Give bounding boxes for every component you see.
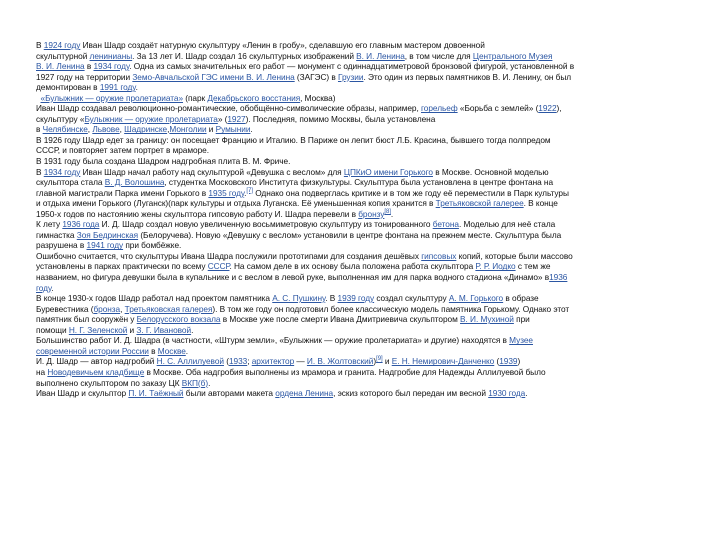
text-line: [36, 72, 700, 83]
text-run: разрушена в: [36, 240, 87, 251]
text-run: . В конце: [523, 198, 558, 209]
text-line: [36, 82, 700, 93]
text-line: [36, 124, 700, 135]
inline-link[interactable]: 1927: [227, 113, 246, 124]
text-run: установлены в парках практически по всему: [36, 261, 208, 272]
inline-link[interactable]: 1934 году: [43, 166, 81, 177]
text-run: .: [250, 124, 253, 135]
text-run: Ошибочно считается, что скульптуры Ивана Шадра послужили прототипами для создания дешёвых: [36, 250, 422, 261]
inline-link[interactable]: ленинианы: [89, 50, 133, 61]
text-run: ). Последняя, помимо Москвы, была установлена: [245, 113, 436, 124]
text-run: .: [525, 388, 528, 399]
inline-link[interactable]: году: [36, 282, 52, 293]
text-run: (ЗАГЭС) в: [294, 71, 338, 82]
text-run: Однако она подверглась критике и в том же году её переместили в Парк культуры: [252, 187, 569, 198]
text-run: скульптора стала: [36, 177, 105, 188]
text-run: ,: [120, 303, 125, 314]
text-line: [36, 93, 700, 104]
inline-link[interactable]: П. И. Таёжный: [128, 388, 184, 399]
inline-link[interactable]: Третьяковской галерее: [435, 198, 524, 209]
inline-link[interactable]: «Булыжник — оружие пролетариата»: [40, 92, 184, 103]
inline-link[interactable]: В. И. Ленина: [36, 61, 85, 72]
footnote-ref[interactable]: [7]: [246, 187, 253, 194]
text-run: при бомбёжке.: [123, 240, 182, 251]
text-run: Большинство работ И. Д. Шадра (в частности, «Штурм земли», «Булыжник — оружие пролетариата» и другие) находятся в: [36, 335, 510, 346]
text-line: [36, 114, 700, 125]
text-run: в образе: [503, 293, 539, 304]
text-line: [36, 103, 700, 114]
text-run: В: [36, 40, 44, 50]
text-run: .: [135, 82, 138, 93]
inline-link[interactable]: 1939 году: [337, 293, 375, 304]
text-run: Буревестника (: [36, 303, 94, 314]
inline-link[interactable]: 1930 года: [488, 388, 526, 399]
footnote-ref[interactable]: [8]: [384, 208, 391, 215]
text-run: . За 13 лет И. Шадр создал 16 скульптурных изображений: [132, 50, 357, 61]
text-run: К лету: [36, 219, 63, 230]
inline-link[interactable]: Н. С. Аллилуевой: [156, 356, 224, 367]
text-line: [36, 283, 700, 294]
text-run: , эскиз которого был передан им весной: [333, 388, 489, 399]
inline-link[interactable]: Земо-Авчальской ГЭС имени В. И. Ленина: [132, 71, 295, 82]
inline-link[interactable]: Центрального Музея: [472, 50, 553, 61]
text-run: помощи: [36, 324, 69, 335]
inline-link[interactable]: Новодевичьем кладбище: [47, 366, 145, 377]
inline-link[interactable]: Львове: [92, 124, 120, 135]
text-run: Иван Шадр создаёт натурную скульптуру «Ленин в гробу», сделавшую его главным мастером довоенной: [80, 40, 485, 50]
text-line: [36, 167, 700, 178]
inline-link[interactable]: современной истории России: [36, 345, 149, 356]
text-run: «Борьба с землей» (: [457, 103, 539, 114]
inline-link[interactable]: 1991 году: [99, 82, 136, 93]
text-line: [36, 188, 700, 199]
text-run: названием, но фигура девушки была в купальнике и с веслом в левой руке, выполненная им для парка водного стадиона «Динамо» в: [36, 272, 550, 283]
text-run: . Одна из самых значительных его работ — монумент с одиннадцатиметровой бронзовой фигурой, установленной в: [129, 61, 575, 72]
text-run: .: [244, 187, 247, 198]
text-line: [36, 61, 700, 72]
inline-link[interactable]: Румынии: [215, 124, 251, 135]
inline-link[interactable]: ордена Ленина: [275, 388, 334, 399]
inline-link[interactable]: 1939: [499, 356, 518, 367]
text-run: ): [517, 356, 521, 367]
inline-link[interactable]: бронза: [93, 303, 121, 314]
text-line: [36, 198, 700, 209]
text-run: И. Д. Шадр — автор надгробий: [36, 356, 157, 367]
text-run: .: [191, 324, 194, 335]
text-run: создал скульптуру: [374, 293, 449, 304]
text-run: , студентка Московского Института физкультуры. Скульптура была установлена в центре фонтана на: [164, 177, 554, 188]
text-run: ,: [119, 124, 125, 135]
text-run: ). В том же году он подготовил более классическую модель памятника Горькому. Однако этот: [212, 303, 570, 314]
inline-link[interactable]: СССР: [207, 261, 230, 272]
text-run: скульптуру «: [36, 113, 85, 124]
inline-link[interactable]: 1936: [549, 272, 568, 283]
inline-link[interactable]: Монголии: [169, 124, 207, 135]
text-run: —: [294, 356, 307, 367]
text-line: [36, 325, 700, 336]
text-run: , Москва): [300, 92, 336, 103]
inline-link[interactable]: ВКП(б): [181, 377, 209, 388]
inline-link[interactable]: 1933: [228, 356, 248, 367]
text-run: ,: [167, 124, 170, 135]
text-line: [36, 261, 700, 272]
inline-link[interactable]: гипсовых: [421, 250, 457, 261]
text-line: [36, 209, 700, 220]
inline-link[interactable]: 1924 году: [43, 40, 81, 50]
text-run: (Белоручева). Новую «Девушку с веслом» установили в центре фонтана на прежнем месте. Скульптура была: [138, 229, 562, 240]
inline-link[interactable]: Грузии: [337, 71, 364, 82]
inline-link[interactable]: 1922: [538, 103, 557, 114]
inline-link[interactable]: А. М. Горького: [448, 293, 504, 304]
text-run: 1927 году на территории: [36, 71, 133, 82]
text-run: . На самом деле в их основу была положена работа скульптора: [229, 261, 476, 272]
inline-link[interactable]: ЦПКиО имени Горького: [343, 166, 433, 177]
text-line: [36, 251, 700, 262]
inline-link[interactable]: бронзу: [358, 208, 385, 219]
text-line: [36, 219, 700, 230]
inline-link[interactable]: Челябинске: [42, 124, 88, 135]
inline-link[interactable]: И. В. Жолтовский: [306, 356, 374, 367]
text-run: демонтирован в: [36, 82, 100, 93]
text-run: и: [382, 356, 392, 367]
text-run: .: [208, 377, 211, 388]
inline-link[interactable]: бетона: [432, 219, 459, 230]
inline-link[interactable]: В. И. Мухиной: [460, 314, 514, 325]
text-line: [36, 367, 700, 378]
text-run: с тем же: [515, 261, 551, 272]
text-run: ): [373, 356, 377, 367]
inline-link[interactable]: Музее: [509, 335, 533, 346]
inline-link[interactable]: А. С. Пушкину: [272, 293, 326, 304]
text-line: [36, 388, 700, 399]
text-line: [36, 240, 700, 251]
text-run: СССР, и повторяет затем портрет в мраморе.: [36, 145, 209, 156]
text-run: копий, которые были массово: [456, 250, 573, 261]
footnote-ref[interactable]: [9]: [376, 356, 383, 363]
text-line: [36, 272, 700, 283]
inline-link[interactable]: Н. Г. Зеленской: [68, 324, 128, 335]
inline-link[interactable]: В. Д. Волошина: [104, 177, 165, 188]
text-run: в: [84, 61, 94, 72]
text-run: В конце 1930-х годов Шадр работал над проектом памятника: [36, 293, 273, 304]
text-run: И. Д. Шадр создал новую увеличенную восьмиметровую скульптуру из тонированного: [99, 219, 433, 230]
text-run: ,: [87, 124, 93, 135]
text-run: были авторами макета: [183, 388, 276, 399]
text-run: главной магистрали Парка имени Горького в: [36, 187, 209, 198]
inline-link[interactable]: 1936 года: [62, 219, 100, 230]
text-run: .: [390, 208, 394, 219]
inline-link[interactable]: Москве: [157, 345, 186, 356]
text-run: (парк: [183, 92, 208, 103]
text-line: [36, 304, 700, 315]
inline-link[interactable]: В. И. Ленина: [356, 50, 405, 61]
text-run: в: [36, 124, 43, 135]
text-run: на: [36, 366, 48, 377]
inline-link[interactable]: З. Г. Ивановой: [136, 324, 192, 335]
text-run: В 1926 году Шадр едет за границу: он посещает Францию и Италию. В Париже он лепит бюст Л.Б. Красина, бывшего тогда полпредом: [36, 134, 551, 145]
text-line: [36, 314, 700, 325]
inline-link[interactable]: 1935 году: [208, 187, 245, 198]
text-line: [36, 293, 700, 304]
inline-link[interactable]: Декабрьского восстания: [207, 92, 301, 103]
inline-link[interactable]: Шадринске: [124, 124, 168, 135]
text-line: [36, 51, 700, 62]
text-run: 1950-х годов по настоянию жены скульптора гипсовую работу И. Шадра перевели в: [36, 208, 359, 219]
text-run: в Москве уже после смерти Ивана Дмитриевича скульптором: [220, 314, 461, 325]
text-run: . В: [325, 293, 338, 304]
text-line: [36, 135, 700, 146]
text-line: [36, 356, 700, 367]
text-run: ),: [556, 103, 562, 114]
text-run: в Москве. Оба надгробия выполнены из мрамора и гранита. Надгробие для Надежды Аллилуевой было: [144, 366, 546, 377]
text-run: Иван Шадр начал работу над скульптурой «Девушка с веслом» для: [80, 166, 344, 177]
inline-link[interactable]: 1941 году: [86, 240, 124, 251]
inline-link[interactable]: Е. Н. Немирович-Данченко: [391, 356, 495, 367]
inline-link[interactable]: Белорусского вокзала: [136, 314, 221, 325]
text-run: В 1931 году была создана Шадром надгробная плита В. М. Фриче.: [36, 156, 291, 167]
text-run: и: [127, 324, 137, 335]
text-line: [36, 40, 700, 51]
text-line: [36, 230, 700, 241]
text-run: ;: [247, 356, 252, 367]
text-run: (: [494, 356, 500, 367]
inline-link[interactable]: архитектор: [251, 356, 295, 367]
text-run: . Моделью для неё стала: [458, 219, 556, 230]
text-run: Иван Шадр создавал революционно-романтические, обобщённо-символические образы, например,: [36, 103, 421, 114]
text-run: , в том числе для: [404, 50, 473, 61]
text-line: [36, 346, 700, 357]
inline-link[interactable]: Булыжник — оружие пролетариата: [84, 113, 218, 124]
text-line: [36, 335, 700, 346]
text-run: выполнено скульптором по заказу ЦК: [36, 377, 182, 388]
text-run: Иван Шадр и скульптор: [36, 388, 129, 399]
text-run: . Это один из первых памятников В. И. Ленину, он был: [363, 71, 572, 82]
text-run: и отдыха имени Горького (Луганск)(парк культуры и отдыха Луганска. Её уменьшенная копия хранится в: [36, 198, 436, 209]
text-run: .: [185, 345, 189, 356]
article-body: [36, 40, 700, 399]
text-run: в: [148, 345, 158, 356]
inline-link[interactable]: 1934 году: [93, 61, 130, 72]
inline-link[interactable]: Третьяковская галерея: [124, 303, 213, 314]
text-line: [36, 145, 700, 156]
text-run: скульптурной: [36, 50, 90, 61]
text-run: гимнастка: [36, 229, 77, 240]
inline-link[interactable]: Зоя Бедринская: [76, 229, 139, 240]
text-run: при: [513, 314, 530, 325]
text-run: В: [36, 166, 44, 177]
text-run: и: [206, 124, 216, 135]
text-line: [36, 378, 700, 389]
text-run: памятник был сооружён у: [36, 314, 137, 325]
text-line: [36, 177, 700, 188]
inline-link[interactable]: Р. Р. Иодко: [475, 261, 516, 272]
text-run: .: [51, 282, 54, 293]
text-run: » (: [217, 113, 228, 124]
text-run: (: [223, 356, 229, 367]
text-run: в Москве. Основной моделью: [432, 166, 549, 177]
text-line: [36, 156, 700, 167]
inline-link[interactable]: горельеф: [421, 103, 458, 114]
